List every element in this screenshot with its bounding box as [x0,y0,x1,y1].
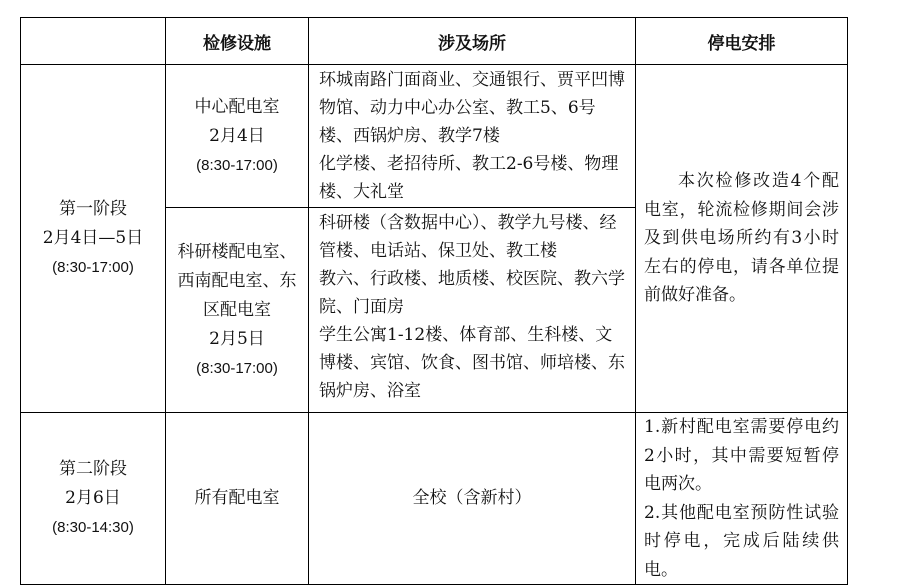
stage1-time: (8:30-17:00) [52,259,134,276]
stage1-sub2-date: 2月5日 [209,328,265,349]
stage1-sub1-time: (8:30-17:00) [196,156,278,174]
stage1-sub1-places-line1: 环城南路门面商业、交通银行、贾平凹博物馆、动力中心办公室、教工5、6号楼、西锅炉房、教学7楼 [319,70,625,146]
stage2-date: 2月6日 [65,488,121,508]
stage2-row [21,413,848,585]
stage1-name: 第一阶段 [59,199,127,219]
stage1-sub2-facility-cell [166,208,309,413]
stage2-places: 全校（含新村） [309,413,636,585]
stage1-cell [21,65,166,413]
header-facility: 检修设施 [166,18,309,65]
stage1-date: 2月4日—5日 [42,228,144,248]
stage1-row-a [21,65,848,208]
stage1-arrangement-cell [636,65,848,413]
stage1-arrangement: 本次检修改造4个配电室，轮流检修期间会涉及到供电场所约有3小时左右的停电，请各单位提前做好准备。 [644,171,839,306]
stage1-sub2-places-cell [309,208,636,413]
header-places: 涉及场所 [309,18,636,65]
stage2-note1: 1.新村配电室需要停电约2小时，其中需要短暂停电两次。 [644,417,839,494]
power-outage-schedule-table [20,17,848,585]
stage1-sub1-facility: 中心配电室 [194,96,280,117]
header-arrangement: 停电安排 [636,18,848,65]
stage1-sub2-time: (8:30-17:00) [196,359,278,377]
stage2-notes-cell [636,413,848,585]
header-blank [21,18,166,65]
stage2-note2: 2.其他配电室预防性试验时停电，完成后陆续供电。 [644,502,839,580]
stage1-sub2-facility: 科研楼配电室、西南配电室、东区配电室 [177,241,297,320]
stage1-sub2-places-line3: 学生公寓1-12楼、体育部、生科楼、文博楼、宾馆、饮食、图书馆、师培楼、东锅炉房、浴室 [319,325,625,401]
stage2-facility: 所有配电室 [166,413,309,585]
stage2-time: (8:30-14:30) [52,519,134,536]
stage1-sub2-places-line2: 教六、行政楼、地质楼、校医院、教六学院、门面房 [319,269,625,317]
stage2-cell [21,413,166,585]
stage1-sub1-date: 2月4日 [209,125,265,146]
stage1-sub1-places-cell [309,65,636,208]
stage1-sub2-places-line1: 科研楼（含数据中心）、教学九号楼、经管楼、电话站、保卫处、教工楼 [319,213,617,261]
stage1-sub1-places-line2: 化学楼、老招待所、教工2-6号楼、物理楼、大礼堂 [319,154,619,202]
stage2-name: 第二阶段 [59,459,127,479]
stage1-sub1-facility-cell [166,65,309,208]
header-row [21,18,848,65]
